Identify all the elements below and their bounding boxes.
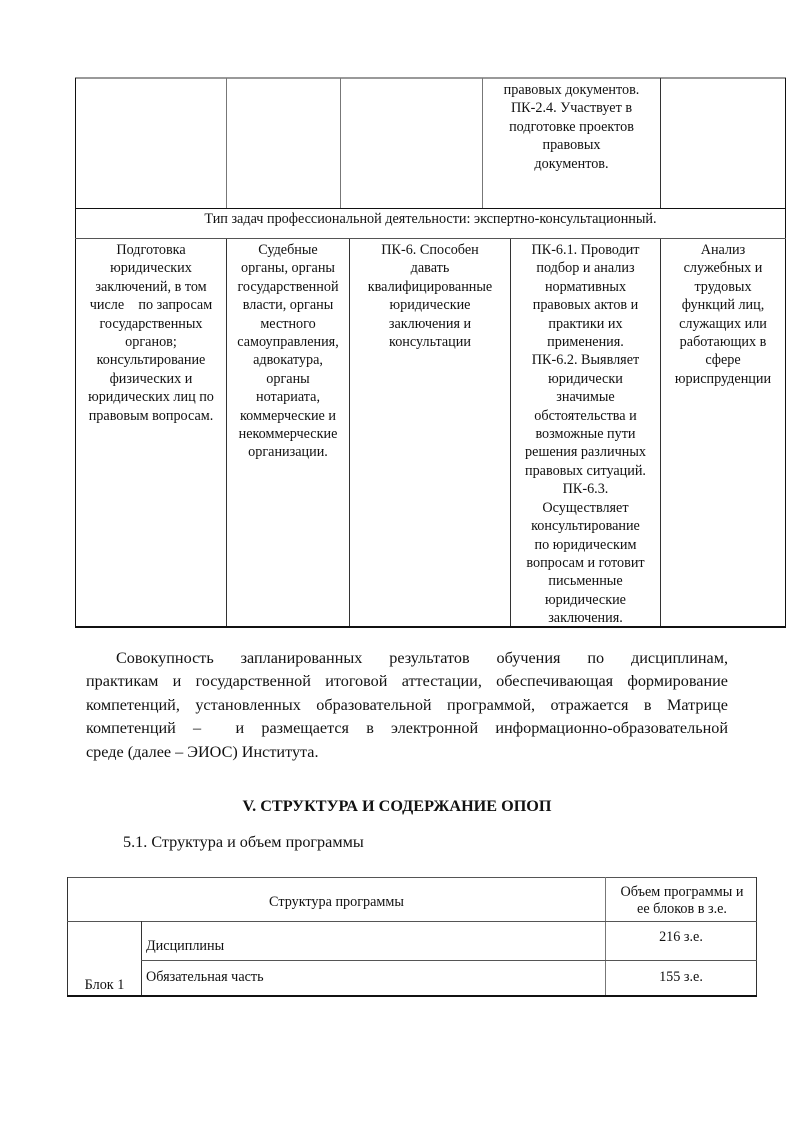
cell-line: ПК-6. Способен: [381, 242, 479, 258]
cell-line: заключения.: [548, 610, 623, 627]
cell-line: Осуществляет: [542, 499, 629, 516]
col-divider: [605, 877, 606, 996]
table-right-border: [756, 877, 757, 996]
cell-line: трудовых: [694, 278, 752, 295]
body-paragraph: [86, 647, 728, 764]
header-line: Объем программы и: [620, 884, 744, 900]
cell-line: правовых документов.: [503, 82, 640, 98]
cell-line: Судебные: [258, 242, 318, 258]
paragraph-line: среде (далее – ЭИОС) Института.: [86, 742, 319, 761]
row-divider: [75, 208, 786, 209]
paragraph-line: практикам и государственной итоговой аттестации, обеспечивающая формирование: [86, 672, 728, 691]
cell-line: адвокатура,: [253, 352, 323, 369]
header-structure: [68, 894, 605, 911]
cell-line: работающих в: [679, 334, 767, 351]
cell-line: Анализ: [700, 242, 746, 258]
cell-line: обстоятельства и: [534, 407, 637, 424]
block-label-text: Блок 1: [84, 977, 125, 993]
cell-line: ПК-2.4. Участвует в: [510, 100, 633, 117]
cell-line: ПК-6.2. Выявляет: [531, 352, 640, 369]
section-subheading: 5.1. Структура и объем программы: [123, 833, 364, 851]
header-volume: [606, 884, 758, 918]
cell-line: практики их: [548, 315, 623, 332]
cell-line: служащих или: [679, 315, 767, 332]
cell-line: функций лиц,: [681, 297, 765, 314]
cell-line: подбор и анализ: [536, 260, 635, 277]
table-right-border: [785, 78, 786, 627]
row-volume: [606, 929, 756, 946]
cell-line: некоммерческие: [238, 426, 338, 443]
cell-line: юриспруденции: [674, 370, 772, 387]
cell-line: юридических: [110, 260, 192, 277]
block-label: [68, 977, 141, 994]
cell-line: квалифицированные: [367, 278, 493, 295]
cell-line: возможные пути: [535, 426, 636, 443]
cell-competency: [350, 241, 510, 351]
cell-line: коммерческие и: [240, 407, 336, 424]
cell-line: правовых актов и: [532, 297, 639, 314]
cell-line: юридические: [545, 591, 626, 608]
row-name-text: Дисциплины: [146, 938, 225, 954]
cell-line: физических и: [109, 370, 193, 387]
cell-line: правовым вопросам.: [88, 407, 214, 424]
row-volume: [606, 969, 756, 986]
cell-line: числе по запросам: [89, 297, 213, 314]
table-bottom-border: [75, 626, 786, 628]
cell-line: ПК-6.3.: [562, 481, 609, 498]
col-divider: [340, 78, 341, 208]
cell-line: юридических лиц по: [88, 389, 214, 406]
cell-line: органы: [266, 370, 310, 387]
row-divider: [75, 238, 786, 239]
cell-line: государственных: [99, 315, 203, 332]
paragraph-line: Совокупность запланированных результатов обучения по дисциплинам,: [116, 649, 728, 667]
cell-line: заключений, в том: [95, 278, 207, 295]
cell-line: консультирование: [96, 352, 206, 369]
continuation-cell-indicators: [483, 81, 660, 173]
cell-line: правовых ситуаций.: [525, 462, 646, 479]
row-name: [144, 938, 604, 955]
table-left-border: [67, 877, 68, 996]
cell-line: нотариата,: [255, 389, 320, 406]
task-type-row: [76, 210, 785, 228]
cell-line: нормативных: [544, 278, 627, 295]
cell-line: местного: [260, 315, 316, 332]
cell-line: подготовке проектов: [509, 118, 634, 135]
cell-line: письменные: [548, 573, 623, 590]
header-line: ее блоков в з.е.: [637, 901, 727, 917]
cell-line: юридические: [389, 297, 471, 314]
header-divider: [67, 921, 757, 922]
cell-line: Подготовка: [116, 242, 186, 258]
cell-line: давать: [410, 260, 450, 277]
table-bottom-border: [67, 995, 757, 997]
cell-line: органов;: [125, 334, 177, 351]
task-type-label: Тип задач профессиональной деятельности: экспертно-консультационный.: [204, 211, 657, 227]
row-name: [144, 969, 604, 986]
col-divider: [141, 921, 142, 996]
row-volume-text: 155 з.е.: [659, 969, 703, 985]
cell-line: консультирование: [531, 518, 640, 535]
cell-line: власти, органы: [242, 297, 334, 314]
cell-line: решения различных: [525, 444, 646, 461]
table-top-border: [67, 877, 757, 878]
cell-line: вопросам и готовит: [526, 554, 645, 571]
cell-line: служебных и: [683, 260, 763, 277]
cell-function-analysis: [661, 241, 785, 388]
header-label: Структура программы: [269, 894, 404, 910]
row-divider: [141, 960, 757, 961]
cell-line: государственной: [237, 278, 339, 295]
cell-activity-objects: [227, 241, 349, 462]
row-name-text: Обязательная часть: [146, 969, 264, 985]
cell-competency-indicators: [511, 241, 660, 628]
col-divider: [226, 78, 227, 208]
row-volume-text: 216 з.е.: [659, 929, 703, 945]
cell-professional-tasks: [76, 241, 226, 425]
cell-line: ПК-6.1. Проводит: [531, 242, 640, 258]
cell-line: значимые: [556, 389, 615, 406]
cell-line: заключения и: [388, 315, 472, 332]
cell-line: самоуправления,: [237, 334, 339, 351]
section-heading: V. СТРУКТУРА И СОДЕРЖАНИЕ ОПОП: [242, 797, 552, 815]
paragraph-line: компетенций – и размещается в электронной информационно-образовательной: [86, 719, 728, 738]
cell-line: правовых: [542, 137, 601, 154]
cell-line: юридически: [548, 370, 623, 387]
cell-line: сфере: [705, 352, 741, 369]
table-top-border: [75, 77, 786, 79]
cell-line: консультации: [389, 334, 471, 351]
cell-line: по юридическим: [534, 536, 637, 553]
paragraph-line: компетенций, установленных образовательной программой, отражается в Матрице: [86, 695, 728, 714]
cell-line: применения.: [547, 334, 624, 351]
cell-line: органы, органы: [241, 260, 335, 277]
cell-line: документов.: [534, 155, 609, 172]
col-divider: [660, 78, 661, 208]
cell-line: организации.: [248, 444, 328, 461]
